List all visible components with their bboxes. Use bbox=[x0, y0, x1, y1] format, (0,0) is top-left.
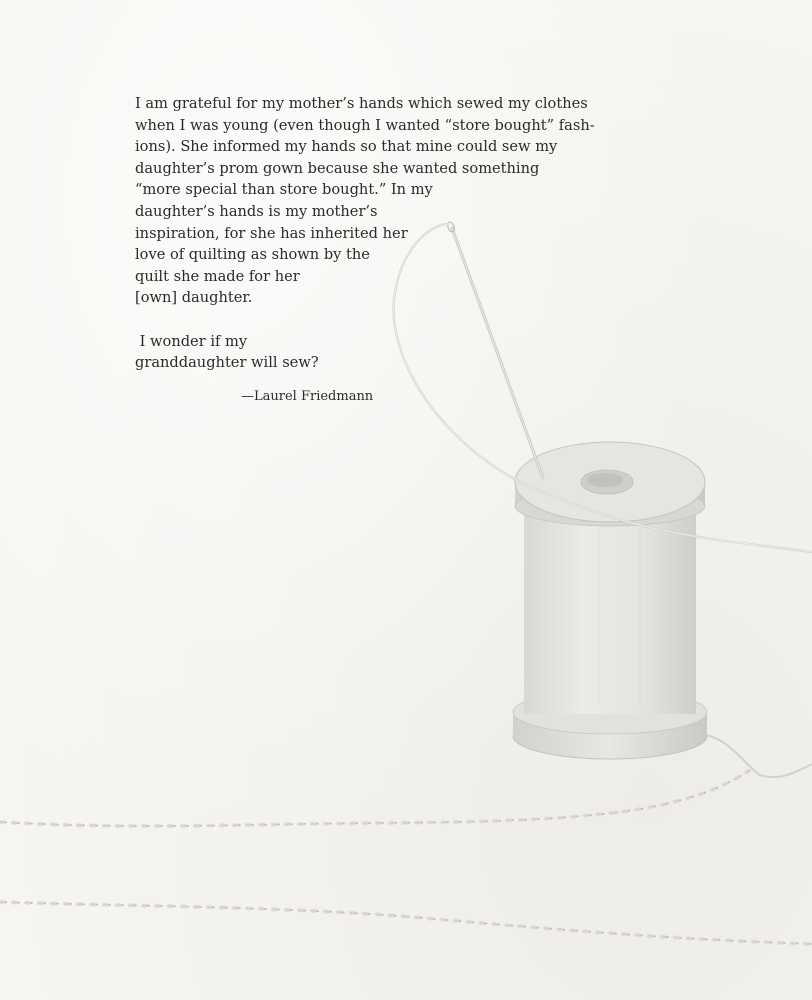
stanza-break bbox=[135, 309, 595, 331]
author-attribution: —Laurel Friedmann bbox=[241, 389, 374, 404]
poem-line: when I was young (even though I wanted “store bought” fash- bbox=[135, 116, 595, 134]
poem-line: [own] daughter. bbox=[135, 289, 253, 307]
poem-closing-line: granddaughter will sew? bbox=[135, 354, 319, 372]
poem-line: I am grateful for my mother’s hands which sewed my clothes bbox=[135, 95, 588, 112]
spool-icon bbox=[513, 442, 707, 759]
poem-line: daughter’s prom gown because she wanted something bbox=[135, 159, 540, 177]
poem-line: inspiration, for she has inherited her bbox=[135, 224, 408, 242]
stitch-line-upper bbox=[0, 770, 750, 826]
poem-line: “more special than store bought.” In my bbox=[135, 181, 433, 199]
poem-line: quilt she made for her bbox=[135, 267, 300, 285]
poem-text bbox=[135, 93, 595, 374]
poem-line: ions). She informed my hands so that mine could sew my bbox=[135, 138, 558, 156]
poem-closing-line: I wonder if my bbox=[135, 332, 248, 350]
poem-line: daughter’s hands is my mother’s bbox=[135, 202, 378, 220]
poem-line: love of quilting as shown by the bbox=[135, 246, 370, 264]
